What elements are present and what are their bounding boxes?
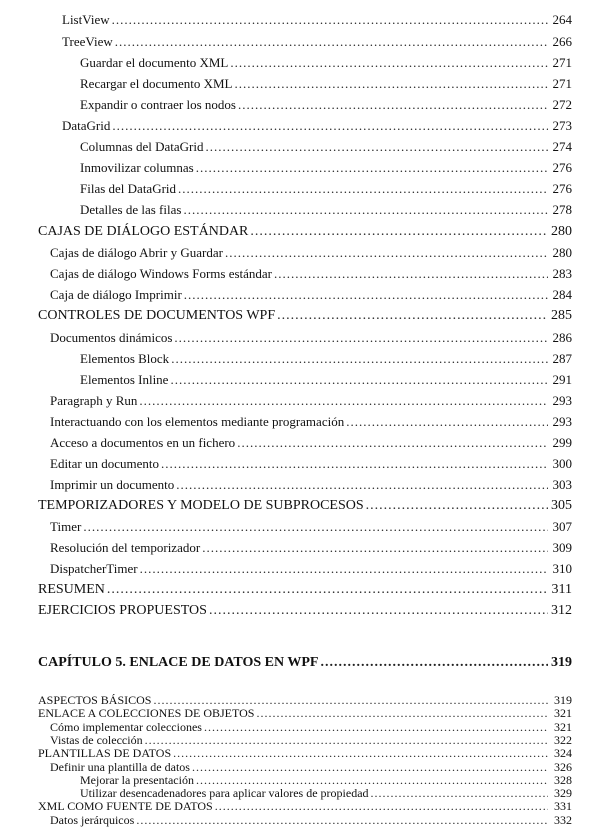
toc-entry-page: 329: [554, 786, 572, 801]
toc-entry-page: 285: [551, 308, 572, 323]
leader-dots: [112, 12, 548, 28]
toc-entry-title: TEMPORIZADORES Y MODELO DE SUBPROCESOS: [38, 498, 364, 513]
leader-dots: [112, 118, 548, 134]
toc-entry[interactable]: [50, 519, 572, 535]
leader-dots: [371, 787, 548, 800]
toc-entry-title: ListView: [62, 12, 110, 27]
toc-entry-title: TreeView: [62, 34, 113, 49]
toc-entry-title: Editar un documento: [50, 456, 160, 471]
leader-dots: [205, 139, 548, 155]
toc-entry-page: 322: [554, 732, 572, 747]
toc-entry[interactable]: [50, 540, 572, 556]
toc-entry-title: Elementos Block: [80, 351, 170, 366]
toc-entry-page: 319: [554, 693, 572, 707]
toc-entry-title: Cómo implementar colecciones: [50, 719, 202, 734]
toc-entry-title: Vistas de colección: [50, 732, 143, 747]
toc-entry-title: ASPECTOS BÁSICOS: [38, 693, 152, 707]
toc-entry-page: 293: [552, 393, 572, 408]
toc-entry[interactable]: [50, 435, 572, 451]
toc-entry[interactable]: [38, 582, 572, 598]
toc-entry[interactable]: [38, 747, 572, 760]
toc-entry[interactable]: [50, 330, 572, 346]
leader-dots: [320, 655, 548, 671]
toc-entry-page: 321: [554, 706, 572, 721]
leader-dots: [174, 330, 548, 346]
leader-dots: [170, 372, 548, 388]
leader-dots: [153, 694, 548, 707]
leader-dots: [277, 308, 548, 324]
toc-entry-title: Elementos Inline: [80, 372, 169, 387]
leader-dots: [215, 800, 548, 813]
toc-entry-page: 286: [552, 330, 572, 345]
toc-entry-title: Timer: [50, 519, 82, 534]
toc-entry[interactable]: [50, 477, 572, 493]
leader-dots: [171, 351, 548, 367]
toc-entry-title: XML COMO FUENTE DE DATOS: [38, 799, 213, 814]
toc-entry[interactable]: [38, 308, 572, 324]
toc-entry-title: EJERCICIOS PROPUESTOS: [38, 603, 207, 618]
toc-entry-page: 332: [554, 812, 572, 827]
toc-entry-title: Cajas de diálogo Windows Forms estándar: [50, 266, 273, 281]
leader-dots: [183, 202, 548, 218]
toc-entry-page: 278: [552, 202, 572, 217]
toc-entry-page: 271: [552, 76, 572, 91]
leader-dots: [145, 734, 548, 747]
toc-entry[interactable]: [50, 266, 572, 282]
toc-entry-page: 312: [551, 603, 572, 618]
toc-entry[interactable]: [50, 561, 572, 577]
toc-entry[interactable]: [80, 97, 572, 113]
toc-entry-page: 287: [552, 351, 572, 366]
toc-entry-title: Cajas de diálogo Abrir y Guardar: [50, 245, 223, 260]
toc-entry-page: 293: [552, 414, 572, 429]
leader-dots: [196, 160, 548, 176]
toc-entry-page: 266: [552, 34, 572, 49]
leader-dots: [202, 540, 548, 556]
toc-entry-page: 271: [552, 55, 572, 70]
leader-dots: [107, 582, 548, 598]
toc-entry[interactable]: [50, 456, 572, 472]
toc-entry-page: 311: [551, 582, 572, 597]
leader-dots: [176, 477, 548, 493]
toc-entry[interactable]: [50, 814, 572, 827]
toc-entry-title: Inmovilizar columnas: [80, 160, 194, 175]
toc-entry-page: 276: [552, 181, 572, 196]
toc-entry-page: 273: [552, 118, 572, 133]
leader-dots: [250, 224, 548, 240]
toc-entry[interactable]: [50, 761, 572, 774]
toc-entry[interactable]: [80, 139, 572, 155]
toc-entry[interactable]: [38, 603, 572, 619]
toc-entry[interactable]: [80, 787, 572, 800]
toc-entry-title: Paragraph y Run: [50, 393, 138, 408]
toc-entry-title: RESUMEN: [38, 582, 105, 597]
toc-entry-title: CAJAS DE DIÁLOGO ESTÁNDAR: [38, 224, 249, 239]
toc-entry[interactable]: [38, 498, 572, 514]
chapter-heading[interactable]: [38, 655, 572, 671]
leader-dots: [136, 814, 548, 827]
toc-entry[interactable]: [80, 774, 572, 787]
leader-dots: [83, 519, 548, 535]
toc-entry-title: Interactuando con los elementos mediante programación: [50, 414, 345, 429]
toc-entry-title: Recargar el documento XML: [80, 76, 233, 91]
toc-entry-page: 328: [554, 772, 572, 787]
toc-entry-title: ENLACE A COLECCIONES DE OBJETOS: [38, 706, 255, 721]
leader-dots: [256, 707, 548, 720]
toc-entry-title: PLANTILLAS DE DATOS: [38, 746, 172, 761]
leader-dots: [178, 181, 548, 197]
toc-entry-title: DispatcherTimer: [50, 561, 138, 576]
toc-entry[interactable]: [80, 202, 572, 218]
leader-dots: [238, 97, 548, 113]
toc-entry-page: 299: [552, 435, 572, 450]
leader-dots: [234, 76, 548, 92]
toc-entry-page: 280: [551, 224, 572, 239]
toc-entry[interactable]: [50, 721, 572, 734]
toc-entry[interactable]: [62, 12, 572, 28]
toc-entry-page: 307: [552, 519, 572, 534]
toc-entry-page: 331: [554, 799, 572, 814]
toc-entry-page: 309: [552, 540, 572, 555]
leader-dots: [225, 245, 548, 261]
toc-entry[interactable]: [80, 181, 572, 197]
toc-entry-page: 321: [554, 719, 572, 734]
toc-entry[interactable]: [62, 34, 572, 50]
toc-entry-page: 280: [552, 245, 572, 260]
toc-entry-title: Mejorar la presentación: [80, 772, 194, 787]
toc-entry-title: CONTROLES DE DOCUMENTOS WPF: [38, 308, 276, 323]
toc-entry[interactable]: [50, 414, 572, 430]
leader-dots: [346, 414, 548, 430]
toc-entry-title: Detalles de las filas: [80, 202, 182, 217]
leader-dots: [139, 393, 548, 409]
toc-entry-title: Documentos dinámicos: [50, 330, 173, 345]
toc-entry-title: Filas del DataGrid: [80, 181, 177, 196]
toc-entry[interactable]: [80, 160, 572, 176]
toc-entry-page: 284: [552, 287, 572, 302]
toc-entry[interactable]: [80, 351, 572, 367]
toc-entry-title: Utilizar desencadenadores para aplicar valores de propiedad: [80, 786, 369, 801]
toc-entry-page: 324: [554, 746, 572, 761]
toc-entry-page: 310: [552, 561, 572, 576]
toc-entry-title: Datos jerárquicos: [50, 812, 135, 827]
leader-dots: [173, 747, 548, 760]
leader-dots: [196, 774, 548, 787]
toc-entry-page: 303: [552, 477, 572, 492]
toc-entry-page: 274: [552, 139, 572, 154]
toc-entry-title: Acceso a documentos en un fichero: [50, 435, 236, 450]
toc-entry[interactable]: [38, 224, 572, 240]
leader-dots: [140, 561, 548, 577]
toc-entry-title: Guardar el documento XML: [80, 55, 229, 70]
toc-entry[interactable]: [50, 393, 572, 409]
toc-entry[interactable]: [50, 734, 572, 747]
toc-entry[interactable]: [50, 245, 572, 261]
toc-entry-title: Definir una plantilla de datos: [50, 759, 190, 774]
toc-entry-page: 291: [552, 372, 572, 387]
toc-entry-page: 264: [552, 12, 572, 27]
toc-entry[interactable]: [80, 372, 572, 388]
chapter-page: 319: [551, 655, 572, 670]
toc-entry[interactable]: [38, 707, 572, 720]
leader-dots: [192, 761, 548, 774]
leader-dots: [274, 266, 548, 282]
toc-entry-page: 276: [552, 160, 572, 175]
leader-dots: [161, 456, 548, 472]
leader-dots: [230, 55, 548, 71]
leader-dots: [184, 287, 548, 303]
leader-dots: [366, 498, 548, 514]
toc-entry[interactable]: [62, 118, 572, 134]
toc-entry[interactable]: [38, 800, 572, 813]
toc-entry[interactable]: [80, 55, 572, 71]
toc-entry-page: 272: [552, 97, 572, 112]
toc-entry-page: 326: [554, 759, 572, 774]
toc-entry-title: Imprimir un documento: [50, 477, 175, 492]
toc-entry[interactable]: [50, 287, 572, 303]
toc-entry-title: Resolución del temporizador: [50, 540, 201, 555]
leader-dots: [115, 34, 548, 50]
toc-entry-title: Columnas del DataGrid: [80, 139, 204, 154]
leader-dots: [204, 721, 548, 734]
chapter-title: CAPÍTULO 5. ENLACE DE DATOS EN WPF: [38, 655, 319, 670]
toc-entry-title: DataGrid: [62, 118, 111, 133]
toc-entry-page: 283: [552, 266, 572, 281]
toc-entry-page: 300: [552, 456, 572, 471]
leader-dots: [209, 603, 548, 619]
toc-entry[interactable]: [38, 694, 572, 707]
toc-entry-page: 305: [551, 498, 572, 513]
toc-entry[interactable]: [80, 76, 572, 92]
leader-dots: [237, 435, 548, 451]
toc-entry-title: Caja de diálogo Imprimir: [50, 287, 182, 302]
toc-entry-title: Expandir o contraer los nodos: [80, 97, 236, 112]
